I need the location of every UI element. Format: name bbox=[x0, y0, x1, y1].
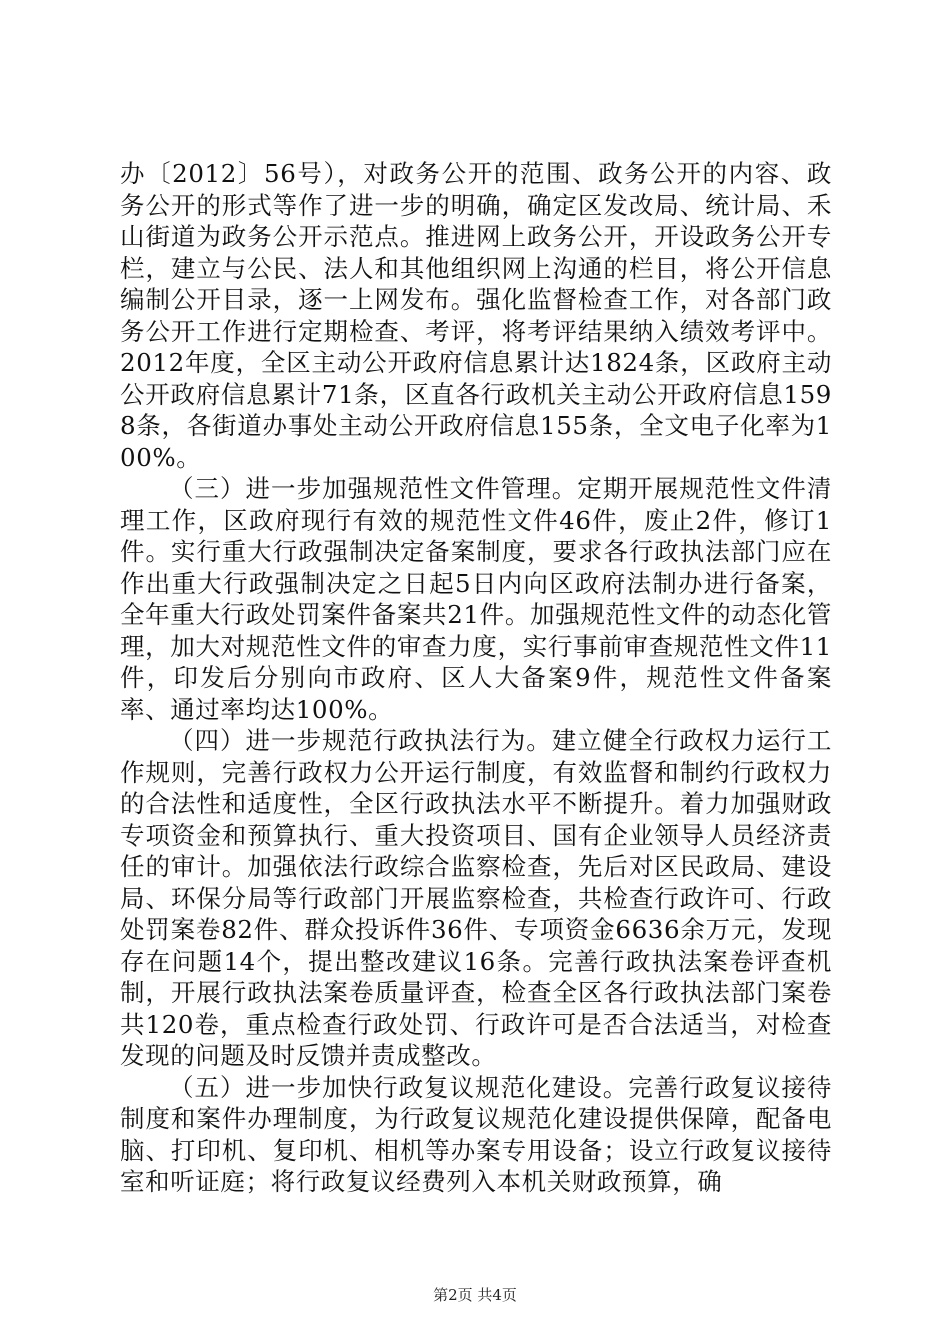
paragraph-continued: 办〔2012〕56号），对政务公开的范围、政务公开的内容、政务公开的形式等作了进一步的明确，确定区发改局、统计局、禾山街道为政务公开示范点。推进网上政务公开，开设政务公开专栏，建立与公民、法人和其他组织网上沟通的栏目，将公开信息编制公开目录，逐一上网发布。强化监督检查工作，对各部门政务公开工作进行定期检查、考评，将考评结果纳入绩效考评中。2012年度，全区主动公开政府信息累计达1824条，区政府主动公开政府信息累计71条，区直各行政机关主动公开政府信息1598条，各街道办事处主动公开政府信息155条，全文电子化率为100%。 bbox=[120, 159, 832, 472]
document-body bbox=[120, 158, 832, 1198]
paragraph-section-5: （五）进一步加快行政复议规范化建设。完善行政复议接待制度和案件办理制度，为行政复议规范化建设提供保障，配备电脑、打印机、复印机、相机等办案专用设备；设立行政复议接待室和听证庭；将行政复议经费列入本机关财政预算，确 bbox=[120, 1072, 832, 1196]
paragraph-section-4: （四）进一步规范行政执法行为。建立健全行政权力运行工作规则，完善行政权力公开运行制度，有效监督和制约行政权力的合法性和适度性，全区行政执法水平不断提升。着力加强财政专项资金和预算执行、重大投资项目、国有企业领导人员经济责任的审计。加强依法行政综合监察检查，先后对区民政局、建设局、环保分局等行政部门开展监察检查，共检查行政许可、行政处罚案卷82件、群众投诉件36件、专项资金6636余万元，发现存在问题14个，提出整改建议16条。完善行政执法案卷评查机制，开展行政执法案卷质量评查，检查全区各行政执法部门案卷共120卷，重点检查行政处罚、行政许可是否合法适当，对检查发现的问题及时反馈并责成整改。 bbox=[120, 726, 832, 1070]
page-footer: 第2页 共4页 bbox=[433, 1286, 517, 1304]
paragraph-section-3: （三）进一步加强规范性文件管理。定期开展规范性文件清理工作，区政府现行有效的规范性文件46件，废止2件，修订1件。实行重大行政强制决定备案制度，要求各行政执法部门应在作出重大行政强制决定之日起5日内向区政府法制办进行备案，全年重大行政处罚案件备案共21件。加强规范性文件的动态化管理，加大对规范性文件的审查力度，实行事前审查规范性文件11件，印发后分别向市政府、区人大备案9件，规范性文件备案率、通过率均达100%。 bbox=[120, 474, 832, 724]
